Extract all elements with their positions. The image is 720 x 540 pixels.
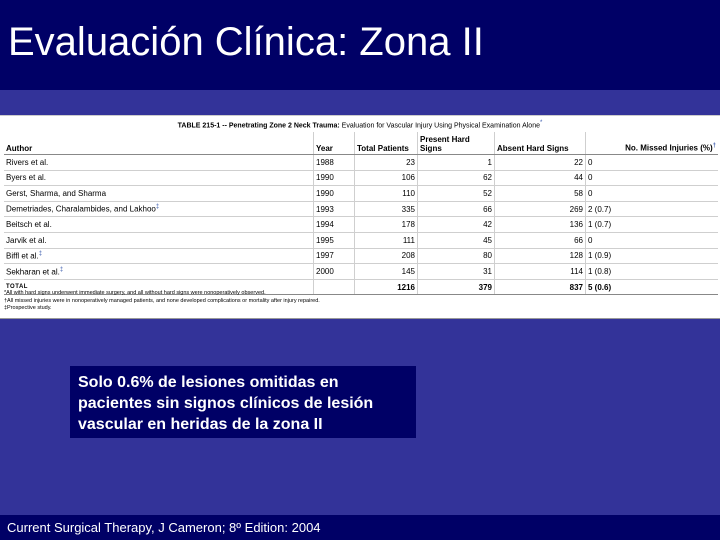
header-missed-mark: † xyxy=(712,143,716,150)
table-row xyxy=(4,217,718,233)
footnote: *All with hard signs underwent immediate surgery, and all without hard signs were nonoperatively observed. xyxy=(4,290,266,296)
author-name: Gerst, Sharma, and Sharma xyxy=(6,188,107,198)
header-total: Total Patients xyxy=(355,132,418,155)
cell-absent: 44 xyxy=(495,170,586,186)
cell-total: 335 xyxy=(355,201,418,217)
cell-total: 23 xyxy=(355,155,418,171)
cell-missed: 1 (0.7) xyxy=(586,217,719,233)
author-name: Beitsch et al. xyxy=(6,220,52,230)
cell-present: 45 xyxy=(418,232,495,248)
cell-absent: 269 xyxy=(495,201,586,217)
cell-author xyxy=(4,248,314,264)
table-row xyxy=(4,201,718,217)
cell-total: 178 xyxy=(355,217,418,233)
cell-missed: 0 xyxy=(586,232,719,248)
caption-bold: TABLE 215-1 -- Penetrating Zone 2 Neck Trauma: xyxy=(177,122,340,130)
table-row xyxy=(4,248,718,264)
table-caption xyxy=(0,120,720,129)
cell-present: 62 xyxy=(418,170,495,186)
footnote: †All missed injuries were in nonoperatively managed patients, and none developed complications or mortality after injury repaired. xyxy=(4,297,320,304)
header-row xyxy=(4,132,718,155)
cell-year: 1995 xyxy=(314,232,355,248)
footnote: ‡Prospective study. xyxy=(4,305,52,311)
cell-author xyxy=(4,170,314,186)
cell-total: 110 xyxy=(355,186,418,202)
header-year: Year xyxy=(314,132,355,155)
cell-absent: 22 xyxy=(495,155,586,171)
total-label: TOTAL xyxy=(4,279,314,295)
cell-missed: 1 (0.8) xyxy=(586,264,719,280)
header-absent: Absent Hard Signs xyxy=(495,132,586,155)
author-name: Rivers et al. xyxy=(6,157,49,167)
total-absent: 837 xyxy=(495,279,586,295)
author-name: Jarvik et al. xyxy=(6,235,47,245)
header-missed-label: No. Missed Injuries (%) xyxy=(625,144,713,153)
footer-bar xyxy=(0,515,720,540)
slide-title: Evaluación Clínica: Zona II xyxy=(8,20,484,64)
cell-absent: 136 xyxy=(495,217,586,233)
callout-box xyxy=(70,366,416,438)
cell-absent: 128 xyxy=(495,248,586,264)
caption-mark: * xyxy=(539,120,543,126)
cell-total: 145 xyxy=(355,264,418,280)
footer-citation: Current Surgical Therapy, J Cameron; 8º Edition: 2004 xyxy=(7,520,321,535)
callout-text: Solo 0.6% de lesiones omitidas en pacientes sin signos clínicos de lesión vascular en heridas de la zona II xyxy=(78,374,374,433)
caption-rest: Evaluation for Vascular Injury Using Physical Examination Alone xyxy=(339,122,540,130)
cell-author xyxy=(4,186,314,202)
author-mark: ‡ xyxy=(155,204,160,211)
cell-missed: 0 xyxy=(586,186,719,202)
table-row xyxy=(4,155,718,171)
cell-missed: 2 (0.7) xyxy=(586,201,719,217)
header-present: Present Hard Signs xyxy=(418,132,495,155)
header-missed xyxy=(586,132,719,155)
author-mark: ‡ xyxy=(38,251,43,258)
cell-present: 31 xyxy=(418,264,495,280)
cell-year: 1994 xyxy=(314,217,355,233)
cell-author xyxy=(4,217,314,233)
author-name: Demetriades, Charalambides, and Lakhoo xyxy=(6,204,156,214)
cell-missed: 1 (0.9) xyxy=(586,248,719,264)
cell-author xyxy=(4,232,314,248)
cell-missed: 0 xyxy=(586,170,719,186)
cell-present: 42 xyxy=(418,217,495,233)
cell-missed: 0 xyxy=(586,155,719,171)
cell-author xyxy=(4,155,314,171)
cell-present: 80 xyxy=(418,248,495,264)
table-row xyxy=(4,186,718,202)
footnotes xyxy=(4,290,320,313)
total-present: 379 xyxy=(418,279,495,295)
cell-year: 2000 xyxy=(314,264,355,280)
cell-present: 52 xyxy=(418,186,495,202)
cell-absent: 66 xyxy=(495,232,586,248)
cell-total: 111 xyxy=(355,232,418,248)
author-mark: ‡ xyxy=(59,266,64,273)
table-row xyxy=(4,232,718,248)
table-row xyxy=(4,264,718,280)
cell-year: 1997 xyxy=(314,248,355,264)
cell-year: 1990 xyxy=(314,170,355,186)
author-name: Byers et al. xyxy=(6,173,47,183)
data-table xyxy=(4,132,718,295)
cell-total: 208 xyxy=(355,248,418,264)
table-panel xyxy=(0,115,720,319)
cell-author xyxy=(4,264,314,280)
cell-year: 1990 xyxy=(314,186,355,202)
author-name: Sekharan et al. xyxy=(6,267,60,277)
total-missed: 5 (0.6) xyxy=(586,279,719,295)
cell-total: 106 xyxy=(355,170,418,186)
title-bar xyxy=(0,0,720,90)
cell-absent: 114 xyxy=(495,264,586,280)
cell-absent: 58 xyxy=(495,186,586,202)
table-body xyxy=(4,155,718,295)
cell-present: 66 xyxy=(418,201,495,217)
total-patients: 1216 xyxy=(355,279,418,295)
table-row xyxy=(4,170,718,186)
cell-year: 1988 xyxy=(314,155,355,171)
cell-author xyxy=(4,201,314,217)
header-author: Author xyxy=(4,132,314,155)
author-name: Biffl et al. xyxy=(6,251,39,261)
cell-present: 1 xyxy=(418,155,495,171)
cell-year: 1993 xyxy=(314,201,355,217)
